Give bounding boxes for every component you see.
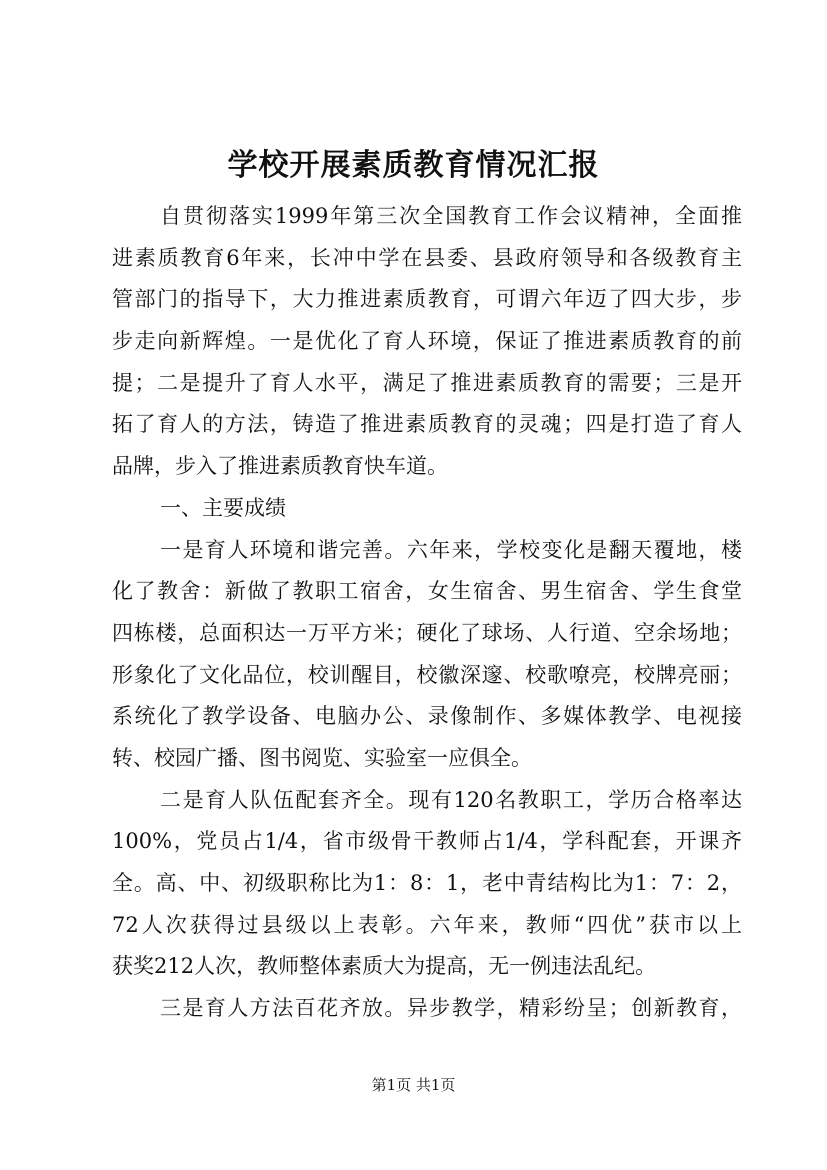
paragraph-line: 提；二是提升了育人水平，满足了推进素质教育的需要；三是开 bbox=[112, 370, 742, 395]
paragraph-line: 一是育人环境和谐完善。六年来，学校变化是翻天覆地，楼 bbox=[160, 537, 742, 562]
paragraph-line: 全。高、中、初级职称比为1：8：1，老中青结构比为1：7：2， bbox=[112, 871, 742, 895]
paragraph-line: 四栋楼，总面积达一万平方米；硬化了球场、人行道、空余场地； bbox=[112, 620, 742, 645]
document-title: 学校开展素质教育情况汇报 bbox=[227, 148, 600, 183]
paragraph-line: 获奖212人次，教师整体素质大为提高，无一例违法乱纪。 bbox=[112, 954, 657, 979]
paragraph-line: 进素质教育6年来，长冲中学在县委、县政府领导和各级教育主 bbox=[112, 245, 742, 270]
paragraph-line: 三是育人方法百花齐放。异步教学，精彩纷呈；创新教育， bbox=[160, 996, 742, 1021]
section-heading: 一、主要成绩 bbox=[160, 495, 286, 520]
paragraph-line: 化了教舍：新做了教职工宿舍，女生宿舍、男生宿舍、学生食堂 bbox=[112, 579, 742, 604]
paragraph-line: 形象化了文化品位，校训醒目，校徽深邃、校歌嘹亮，校牌亮丽； bbox=[112, 662, 742, 687]
paragraph-line: 100%，党员占1/4，省市级骨干教师占1/4，学科配套，开课齐 bbox=[112, 829, 742, 854]
paragraph-line: 系统化了教学设备、电脑办公、录像制作、多媒体教学、电视接 bbox=[112, 704, 742, 729]
paragraph-line: 品牌，步入了推进素质教育快车道。 bbox=[112, 454, 448, 479]
paragraph-line: 拓了育人的方法，铸造了推进素质教育的灵魂；四是打造了育人 bbox=[112, 412, 742, 437]
paragraph-line: 自贯彻落实1999年第三次全国教育工作会议精神，全面推 bbox=[160, 204, 742, 228]
paragraph-line: 转、校园广播、图书阅览、实验室一应俱全。 bbox=[112, 745, 532, 770]
paragraph-line: 管部门的指导下，大力推进素质教育，可谓六年迈了四大步，步 bbox=[112, 287, 742, 312]
document-body bbox=[112, 196, 742, 1030]
paragraph-line: 72人次获得过县级以上表彰。六年来，教师“四优”获市以上 bbox=[112, 912, 742, 937]
paragraph-line: 步走向新辉煌。一是优化了育人环境，保证了推进素质教育的前 bbox=[112, 329, 742, 354]
paragraph-line: 二是育人队伍配套齐全。现有120名教职工，学历合格率达 bbox=[160, 787, 742, 812]
page-footer: 第1页 共1页 bbox=[371, 1076, 456, 1094]
